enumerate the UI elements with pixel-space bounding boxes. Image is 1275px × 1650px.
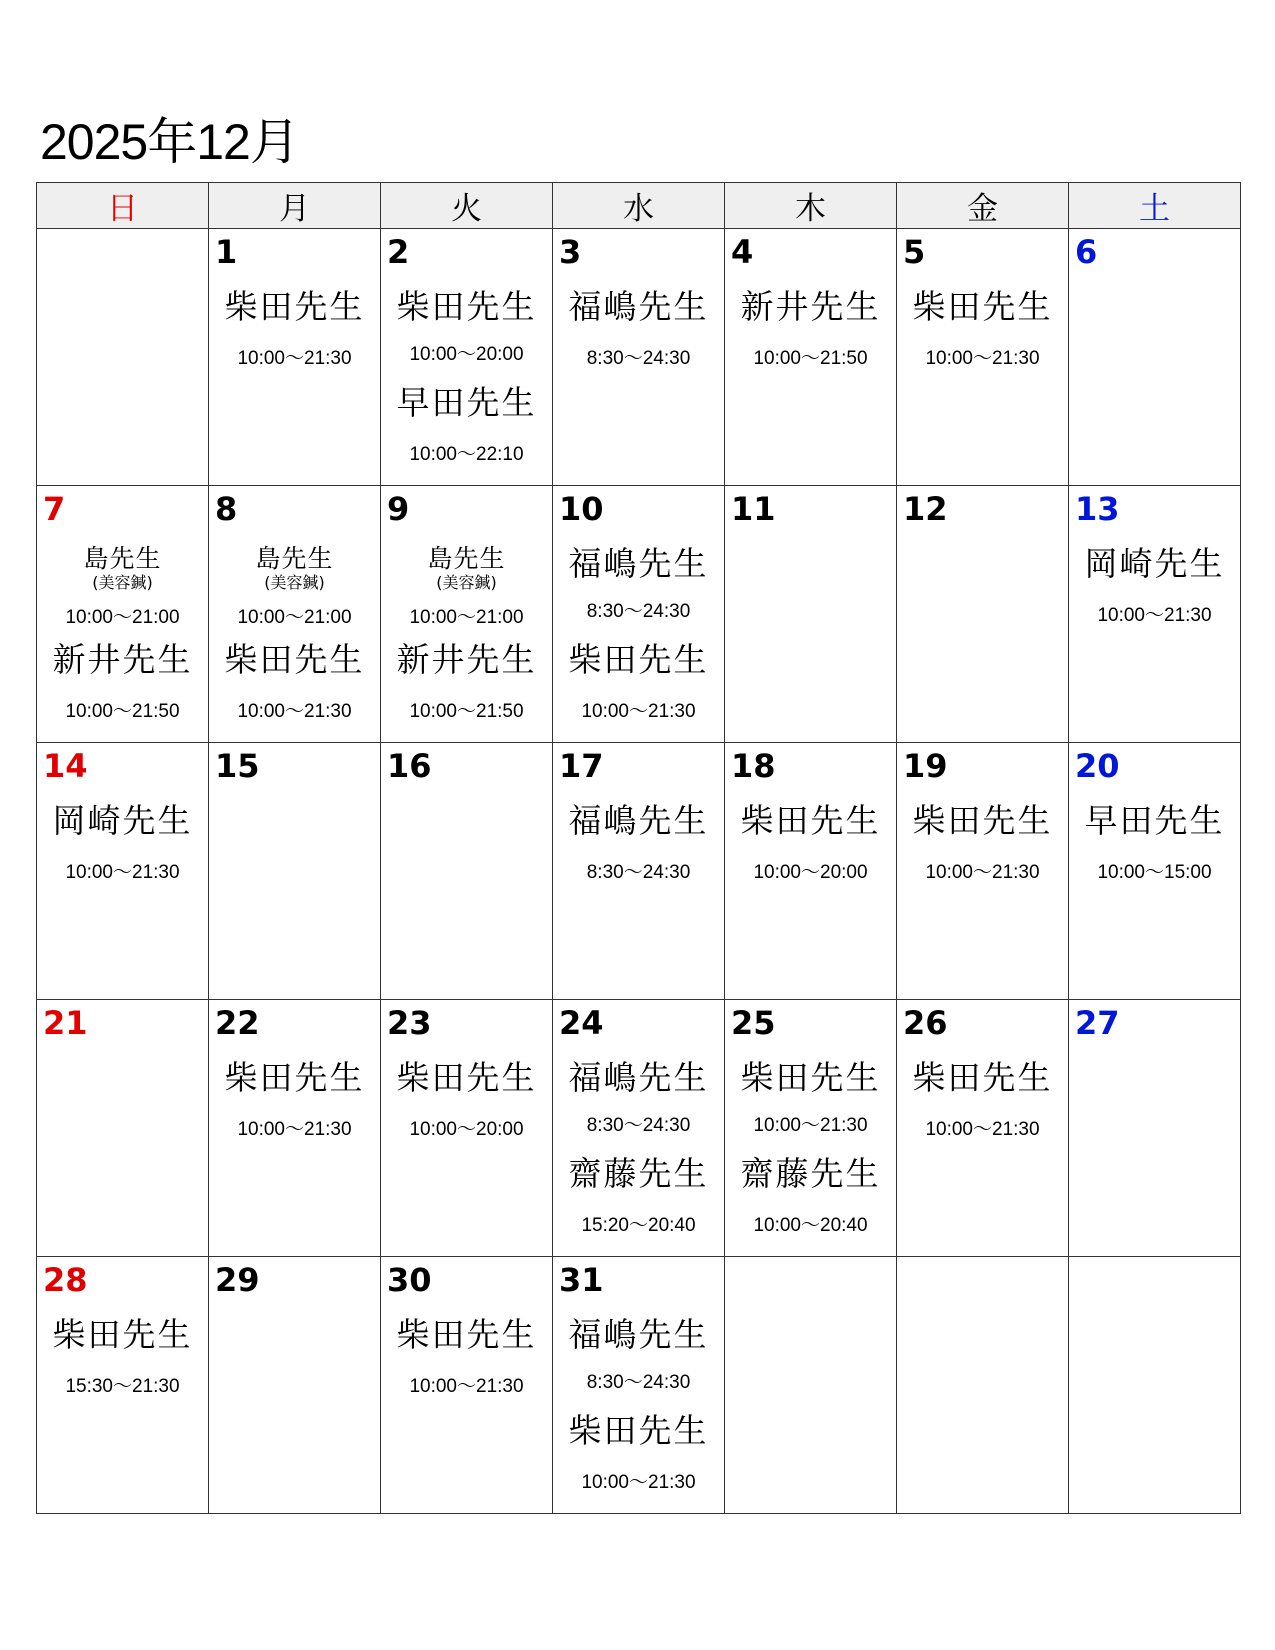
service-note: (美容鍼) xyxy=(264,573,325,592)
shift-entry xyxy=(381,640,552,743)
shift-time: 15:20〜20:40 xyxy=(581,1215,696,1236)
day-number: 16 xyxy=(387,747,432,785)
calendar-week-row xyxy=(37,1000,1241,1257)
doctor-name: 柴田先生 xyxy=(224,287,365,326)
day-cell xyxy=(553,1000,725,1257)
day-cell xyxy=(1069,1000,1241,1257)
day-cell xyxy=(37,743,209,1000)
shift-entry xyxy=(37,544,208,640)
day-number: 17 xyxy=(559,747,604,785)
shift-time: 10:00〜21:50 xyxy=(65,701,180,722)
calendar-grid xyxy=(36,182,1241,1514)
day-cell xyxy=(1069,229,1241,486)
day-number: 4 xyxy=(731,233,754,271)
shift-list xyxy=(897,801,1068,909)
calendar-body xyxy=(37,229,1241,1514)
doctor-name: 新井先生 xyxy=(52,640,193,679)
doctor-name: 柴田先生 xyxy=(568,1411,709,1450)
doctor-name: 柴田先生 xyxy=(740,801,881,840)
shift-list xyxy=(1069,544,1240,652)
day-number: 15 xyxy=(215,747,260,785)
doctor-name: 早田先生 xyxy=(1084,801,1225,840)
shift-time: 10:00〜20:00 xyxy=(409,344,524,365)
calendar-week-row xyxy=(37,743,1241,1000)
doctor-name: 柴田先生 xyxy=(396,287,537,326)
day-cell xyxy=(897,486,1069,743)
day-cell xyxy=(1069,743,1241,1000)
shift-entry xyxy=(553,640,724,743)
day-cell xyxy=(37,1000,209,1257)
day-cell xyxy=(209,486,381,743)
day-number: 29 xyxy=(215,1261,260,1299)
shift-list xyxy=(1069,801,1240,909)
shift-list xyxy=(725,801,896,909)
day-cell xyxy=(725,486,897,743)
day-cell xyxy=(725,743,897,1000)
shift-time: 10:00〜21:30 xyxy=(925,862,1040,883)
day-number: 9 xyxy=(387,490,410,528)
empty-day-cell xyxy=(37,229,209,486)
doctor-name: 柴田先生 xyxy=(396,1058,537,1097)
doctor-name: 齋藤先生 xyxy=(568,1154,709,1193)
shift-list xyxy=(37,544,208,743)
day-cell xyxy=(381,229,553,486)
shift-entry xyxy=(209,544,380,640)
weekday-saturday: 土 xyxy=(1069,183,1241,229)
shift-entry xyxy=(725,1058,896,1154)
day-number: 6 xyxy=(1075,233,1098,271)
day-cell xyxy=(553,486,725,743)
shift-list xyxy=(37,1315,208,1423)
shift-time: 15:30〜21:30 xyxy=(65,1376,180,1397)
shift-list xyxy=(381,544,552,743)
empty-day-cell xyxy=(725,1257,897,1514)
shift-list xyxy=(725,1058,896,1257)
shift-list xyxy=(37,801,208,909)
doctor-name: 岡崎先生 xyxy=(52,801,193,840)
shift-entry xyxy=(897,287,1068,395)
day-cell xyxy=(381,486,553,743)
day-number: 18 xyxy=(731,747,776,785)
doctor-name: 柴田先生 xyxy=(568,640,709,679)
day-number: 1 xyxy=(215,233,238,271)
day-cell xyxy=(209,743,381,1000)
day-number: 13 xyxy=(1075,490,1120,528)
calendar-week-row xyxy=(37,229,1241,486)
doctor-name: 柴田先生 xyxy=(52,1315,193,1354)
doctor-name: 福嶋先生 xyxy=(568,287,709,326)
day-number: 10 xyxy=(559,490,604,528)
doctor-name: 福嶋先生 xyxy=(568,1315,709,1354)
shift-entry xyxy=(553,801,724,909)
day-cell xyxy=(209,1000,381,1257)
day-number: 30 xyxy=(387,1261,432,1299)
day-cell xyxy=(37,1257,209,1514)
shift-time: 10:00〜22:10 xyxy=(409,444,524,465)
day-number: 7 xyxy=(43,490,66,528)
doctor-name: 岡崎先生 xyxy=(1084,544,1225,583)
shift-time: 10:00〜21:30 xyxy=(409,1376,524,1397)
service-note: (美容鍼) xyxy=(92,573,153,592)
shift-list xyxy=(553,1058,724,1257)
day-number: 5 xyxy=(903,233,926,271)
shift-entry xyxy=(897,1058,1068,1166)
doctor-name: 齋藤先生 xyxy=(740,1154,881,1193)
weekday-wednesday: 水 xyxy=(553,183,725,229)
weekday-thursday: 木 xyxy=(725,183,897,229)
day-cell xyxy=(381,1257,553,1514)
shift-time: 10:00〜21:30 xyxy=(581,1472,696,1493)
shift-entry xyxy=(1069,544,1240,652)
shift-entry xyxy=(553,1315,724,1411)
shift-entry xyxy=(381,544,552,640)
shift-list xyxy=(553,544,724,743)
day-number: 28 xyxy=(43,1261,88,1299)
doctor-name: 福嶋先生 xyxy=(568,1058,709,1097)
shift-entry xyxy=(725,1154,896,1257)
day-number: 23 xyxy=(387,1004,432,1042)
day-number: 14 xyxy=(43,747,88,785)
day-number: 11 xyxy=(731,490,776,528)
shift-entry xyxy=(381,383,552,486)
day-number: 3 xyxy=(559,233,582,271)
doctor-name: 島先生 xyxy=(255,544,334,573)
day-number: 31 xyxy=(559,1261,604,1299)
day-number: 12 xyxy=(903,490,948,528)
weekday-tuesday: 火 xyxy=(381,183,553,229)
shift-time: 10:00〜21:30 xyxy=(237,348,352,369)
doctor-name: 柴田先生 xyxy=(912,801,1053,840)
shift-entry xyxy=(209,1058,380,1166)
empty-day-cell xyxy=(1069,1257,1241,1514)
shift-time: 10:00〜21:30 xyxy=(581,701,696,722)
shift-list xyxy=(725,287,896,395)
shift-list xyxy=(209,1058,380,1166)
shift-entry xyxy=(725,801,896,909)
shift-time: 10:00〜21:50 xyxy=(753,348,868,369)
shift-time: 10:00〜21:00 xyxy=(409,607,524,628)
shift-time: 8:30〜24:30 xyxy=(586,1372,691,1393)
shift-list xyxy=(553,1315,724,1514)
shift-entry xyxy=(553,287,724,395)
doctor-name: 福嶋先生 xyxy=(568,544,709,583)
shift-list xyxy=(381,1315,552,1423)
shift-entry xyxy=(209,287,380,395)
day-cell xyxy=(897,743,1069,1000)
doctor-name: 柴田先生 xyxy=(224,1058,365,1097)
shift-time: 8:30〜24:30 xyxy=(586,601,691,622)
day-number: 24 xyxy=(559,1004,604,1042)
doctor-name: 島先生 xyxy=(83,544,162,573)
doctor-name: 福嶋先生 xyxy=(568,801,709,840)
day-cell xyxy=(553,1257,725,1514)
doctor-name: 新井先生 xyxy=(740,287,881,326)
shift-entry xyxy=(209,640,380,743)
doctor-name: 柴田先生 xyxy=(740,1058,881,1097)
shift-entry xyxy=(37,640,208,743)
doctor-name: 島先生 xyxy=(427,544,506,573)
shift-time: 10:00〜20:00 xyxy=(753,862,868,883)
day-number: 20 xyxy=(1075,747,1120,785)
shift-list xyxy=(209,287,380,395)
doctor-name: 柴田先生 xyxy=(396,1315,537,1354)
shift-time: 8:30〜24:30 xyxy=(586,348,691,369)
shift-list xyxy=(897,1058,1068,1166)
shift-time: 10:00〜21:00 xyxy=(65,607,180,628)
shift-list xyxy=(381,1058,552,1166)
shift-time: 8:30〜24:30 xyxy=(586,862,691,883)
day-cell xyxy=(553,229,725,486)
shift-list xyxy=(553,287,724,395)
shift-time: 10:00〜20:00 xyxy=(409,1119,524,1140)
shift-time: 8:30〜24:30 xyxy=(586,1115,691,1136)
day-cell xyxy=(1069,486,1241,743)
calendar-title: 2025年12月 xyxy=(40,114,299,170)
shift-time: 10:00〜21:50 xyxy=(409,701,524,722)
day-cell xyxy=(381,1000,553,1257)
day-number: 22 xyxy=(215,1004,260,1042)
doctor-name: 新井先生 xyxy=(396,640,537,679)
shift-time: 10:00〜21:30 xyxy=(753,1115,868,1136)
shift-entry xyxy=(553,1154,724,1257)
day-cell xyxy=(209,1257,381,1514)
day-number: 27 xyxy=(1075,1004,1120,1042)
day-cell xyxy=(725,1000,897,1257)
shift-list xyxy=(897,287,1068,395)
empty-day-cell xyxy=(897,1257,1069,1514)
day-number: 21 xyxy=(43,1004,88,1042)
shift-entry xyxy=(553,1411,724,1514)
service-note: (美容鍼) xyxy=(436,573,497,592)
shift-entry xyxy=(1069,801,1240,909)
shift-entry xyxy=(553,1058,724,1154)
calendar-week-row xyxy=(37,486,1241,743)
shift-entry xyxy=(553,544,724,640)
shift-time: 10:00〜21:30 xyxy=(925,1119,1040,1140)
shift-time: 10:00〜21:30 xyxy=(925,348,1040,369)
day-cell xyxy=(897,229,1069,486)
shift-entry xyxy=(725,287,896,395)
day-cell xyxy=(37,486,209,743)
shift-time: 10:00〜21:30 xyxy=(1097,605,1212,626)
shift-time: 10:00〜21:30 xyxy=(237,1119,352,1140)
doctor-name: 早田先生 xyxy=(396,383,537,422)
shift-time: 10:00〜20:40 xyxy=(753,1215,868,1236)
day-number: 25 xyxy=(731,1004,776,1042)
day-number: 26 xyxy=(903,1004,948,1042)
doctor-name: 柴田先生 xyxy=(224,640,365,679)
shift-entry xyxy=(381,1058,552,1166)
day-number: 19 xyxy=(903,747,948,785)
weekday-monday: 月 xyxy=(209,183,381,229)
shift-time: 10:00〜21:30 xyxy=(65,862,180,883)
day-cell xyxy=(381,743,553,1000)
day-cell xyxy=(553,743,725,1000)
shift-entry xyxy=(897,801,1068,909)
shift-list xyxy=(381,287,552,486)
weekday-sunday: 日 xyxy=(37,183,209,229)
shift-entry xyxy=(37,801,208,909)
day-cell xyxy=(725,229,897,486)
shift-time: 10:00〜21:30 xyxy=(237,701,352,722)
day-cell xyxy=(897,1000,1069,1257)
day-cell xyxy=(209,229,381,486)
doctor-name: 柴田先生 xyxy=(912,287,1053,326)
shift-list xyxy=(553,801,724,909)
doctor-name: 柴田先生 xyxy=(912,1058,1053,1097)
shift-entry xyxy=(37,1315,208,1423)
weekday-header-row xyxy=(37,183,1241,229)
calendar-week-row xyxy=(37,1257,1241,1514)
shift-list xyxy=(209,544,380,743)
day-number: 2 xyxy=(387,233,410,271)
shift-entry xyxy=(381,1315,552,1423)
shift-time: 10:00〜15:00 xyxy=(1097,862,1212,883)
day-number: 8 xyxy=(215,490,238,528)
weekday-friday: 金 xyxy=(897,183,1069,229)
shift-time: 10:00〜21:00 xyxy=(237,607,352,628)
shift-entry xyxy=(381,287,552,383)
